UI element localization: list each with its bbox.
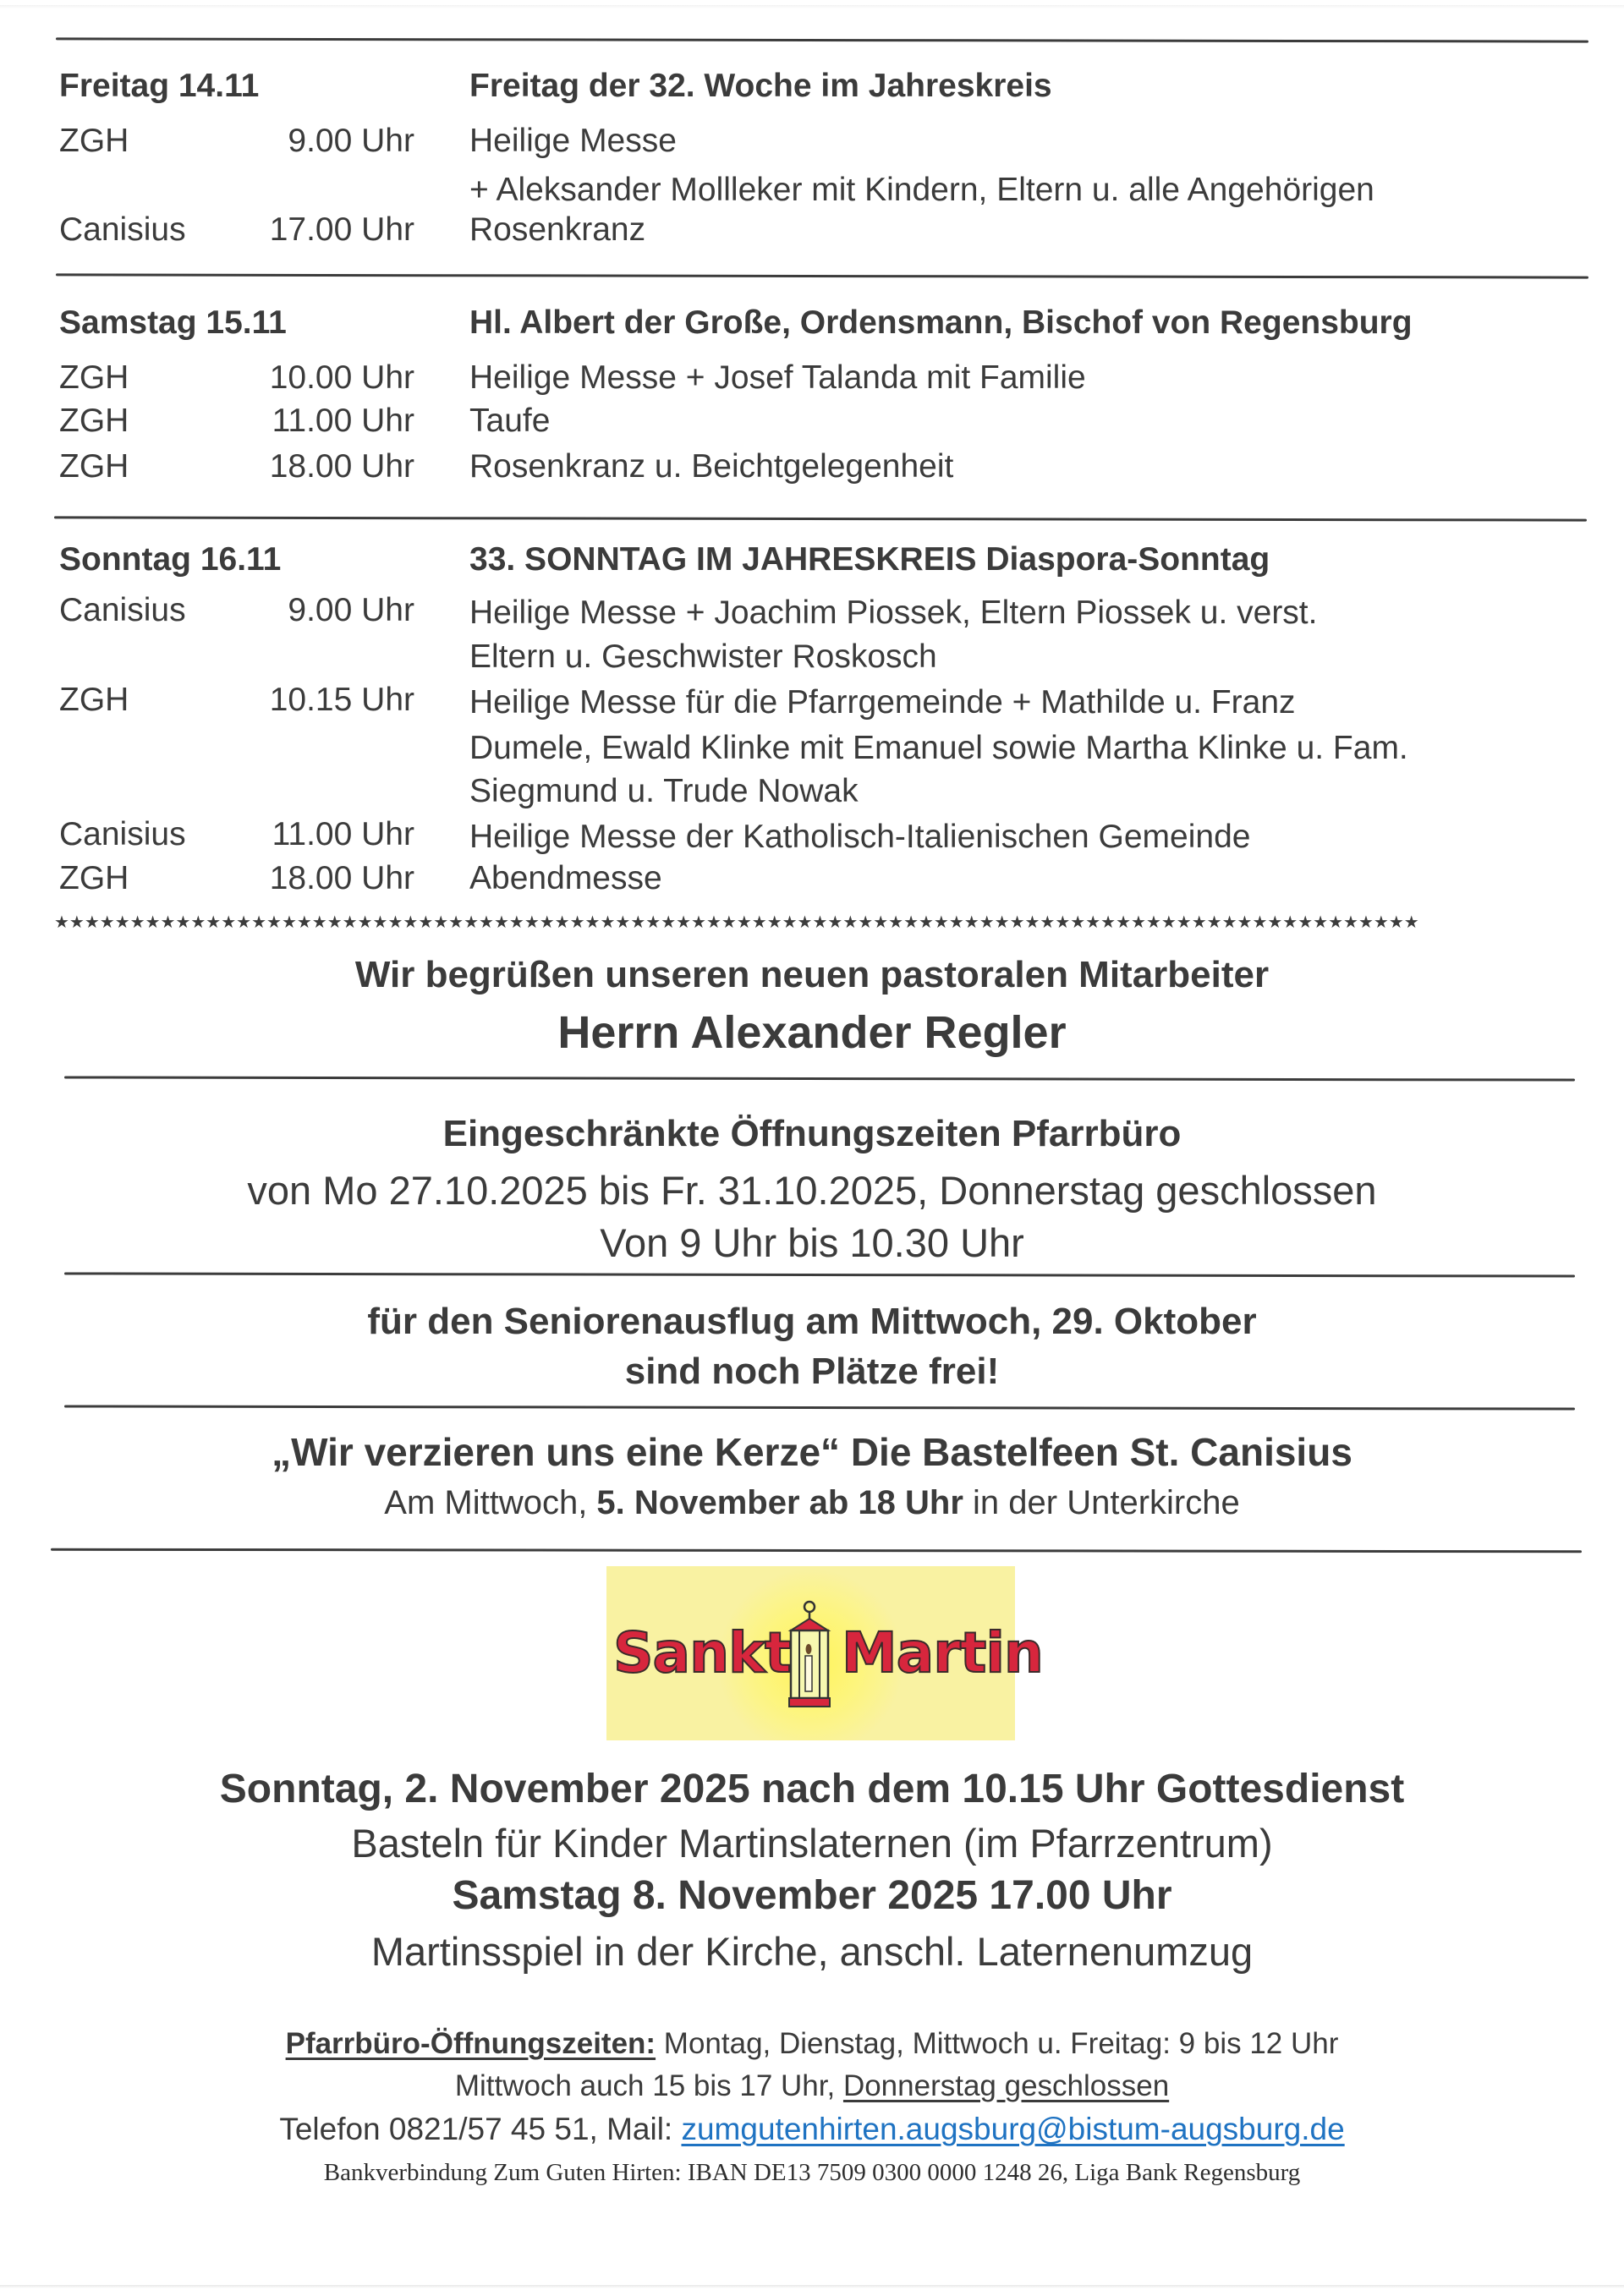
bank-details: Bankverbindung Zum Guten Hirten: IBAN DE13 7509 0300 0000 1248 26, Liga Bank Regensburg [323, 2159, 1301, 2186]
time: 18.00 Uhr [269, 860, 414, 896]
location: ZGH [59, 123, 129, 159]
candle-heading: „Wir verzieren uns eine Kerze“ Die Bastelfeen St. Canisius [272, 1430, 1352, 1474]
time: 18.00 Uhr [269, 448, 414, 485]
description: Abendmesse [469, 860, 662, 896]
office-hours-wed [0, 2069, 1624, 2103]
description: Dumele, Ewald Klinke mit Emanuel sowie Martha Klinke u. Fam. [469, 730, 1408, 766]
location: ZGH [59, 403, 129, 439]
office-notice-hours: Von 9 Uhr bis 10.30 Uhr [600, 1220, 1024, 1265]
lantern-icon [784, 1600, 835, 1714]
time: 10.15 Uhr [269, 682, 414, 718]
scan-edge [0, 5, 1624, 8]
divider [64, 1272, 1575, 1277]
description: Heilige Messe + Joachim Piossek, Eltern Piossek u. verst. [469, 595, 1318, 631]
location: Canisius [59, 816, 186, 852]
divider [54, 516, 1587, 521]
phone-text: Telefon 0821/57 45 51, Mail: [279, 2112, 682, 2146]
martin-line: Martinsspiel in der Kirche, anschl. Laternenumzug [370, 1929, 1254, 1974]
welcome-line: Wir begrüßen unseren neuen pastoralen Mitarbeiter [354, 954, 1270, 995]
day-title: Freitag der 32. Woche im Jahreskreis [469, 68, 1052, 104]
office-hours [0, 2027, 1624, 2061]
divider [64, 1405, 1575, 1410]
description: Rosenkranz [469, 211, 646, 248]
day-title: Hl. Albert der Große, Ordensmann, Bischof von Regensburg [469, 304, 1413, 341]
senior-trip-line: für den Seniorenausflug am Mittwoch, 29. Oktober [367, 1301, 1257, 1342]
star-separator: ★★★★★★★★★★★★★★★★★★★★★★★★★★★★★★★★★★★★★★★★★★★★★★★★★★★★★★★★★★★★★★★★★★★★★★★★★★★★★★★★★★★★★★★★★★ [54, 912, 1419, 932]
day-label: Freitag 14.11 [59, 68, 260, 104]
email-link[interactable]: zumgutenhirten.augsburg@bistum-augsburg.de [681, 2112, 1345, 2146]
divider [56, 37, 1588, 42]
logo-word-sankt: Sankt [613, 1620, 791, 1685]
location: ZGH [59, 860, 129, 896]
time: 17.00 Uhr [269, 211, 414, 248]
contact [0, 2112, 1624, 2147]
location: ZGH [59, 359, 129, 396]
time: 9.00 Uhr [288, 592, 414, 628]
wednesday-hours: Mittwoch auch 15 bis 17 Uhr, [454, 2069, 843, 2102]
welcome-name: Herrn Alexander Regler [557, 1007, 1067, 1058]
senior-trip-line: sind noch Plätze frei! [624, 1351, 1000, 1392]
time: 11.00 Uhr [272, 816, 414, 852]
description: Siegmund u. Trude Nowak [469, 773, 859, 809]
description: Rosenkranz u. Beichtgelegenheit [469, 448, 954, 485]
logo-word-martin: Martin [842, 1620, 1043, 1685]
candle-details-date: 5. November ab 18 Uhr [596, 1484, 963, 1521]
candle-details-prefix: Am Mittwoch, [384, 1484, 597, 1521]
martin-line: Samstag 8. November 2025 17.00 Uhr [452, 1873, 1172, 1918]
divider [64, 1076, 1575, 1081]
office-hours-label: Pfarrbüro-Öffnungszeiten: [285, 2027, 656, 2060]
description: Heilige Messe der Katholisch-Italienischen Gemeinde [469, 819, 1251, 855]
description: + Aleksander Mollleker mit Kindern, Eltern u. alle Angehörigen [469, 172, 1374, 208]
day-label: Sonntag 16.11 [59, 541, 282, 578]
day-title: 33. SONNTAG IM JAHRESKREIS Diaspora-Sonntag [469, 541, 1270, 578]
time: 9.00 Uhr [288, 123, 414, 159]
thursday-closed: Donnerstag geschlossen [842, 2069, 1170, 2102]
location: Canisius [59, 592, 186, 628]
description: Eltern u. Geschwister Roskosch [469, 638, 937, 675]
office-hours-text: Montag, Dienstag, Mittwoch u. Freitag: 9 bis 12 Uhr [656, 2027, 1339, 2060]
day-label: Samstag 15.11 [59, 304, 287, 341]
divider [51, 1548, 1582, 1553]
candle-details [0, 1484, 1624, 1522]
office-notice-heading: Eingeschränkte Öffnungszeiten Pfarrbüro [442, 1113, 1182, 1154]
scan-edge [0, 2285, 1624, 2288]
martin-line: Sonntag, 2. November 2025 nach dem 10.15 Uhr Gottesdienst [219, 1767, 1405, 1811]
time: 11.00 Uhr [272, 403, 414, 439]
description: Heilige Messe [469, 123, 677, 159]
location: ZGH [59, 682, 129, 718]
location: ZGH [59, 448, 129, 485]
divider [56, 273, 1588, 278]
sankt-martin-logo [606, 1566, 1043, 1740]
description: Taufe [469, 403, 551, 439]
description: Heilige Messe für die Pfarrgemeinde + Mathilde u. Franz [469, 684, 1296, 721]
martin-line: Basteln für Kinder Martinslaternen (im Pfarrzentrum) [351, 1821, 1273, 1866]
location: Canisius [59, 211, 186, 248]
office-notice-dates: von Mo 27.10.2025 bis Fr. 31.10.2025, Donnerstag geschlossen [247, 1168, 1377, 1213]
candle-details-suffix: in der Unterkirche [963, 1484, 1240, 1521]
description: Heilige Messe + Josef Talanda mit Familie [469, 359, 1086, 396]
time: 10.00 Uhr [269, 359, 414, 396]
